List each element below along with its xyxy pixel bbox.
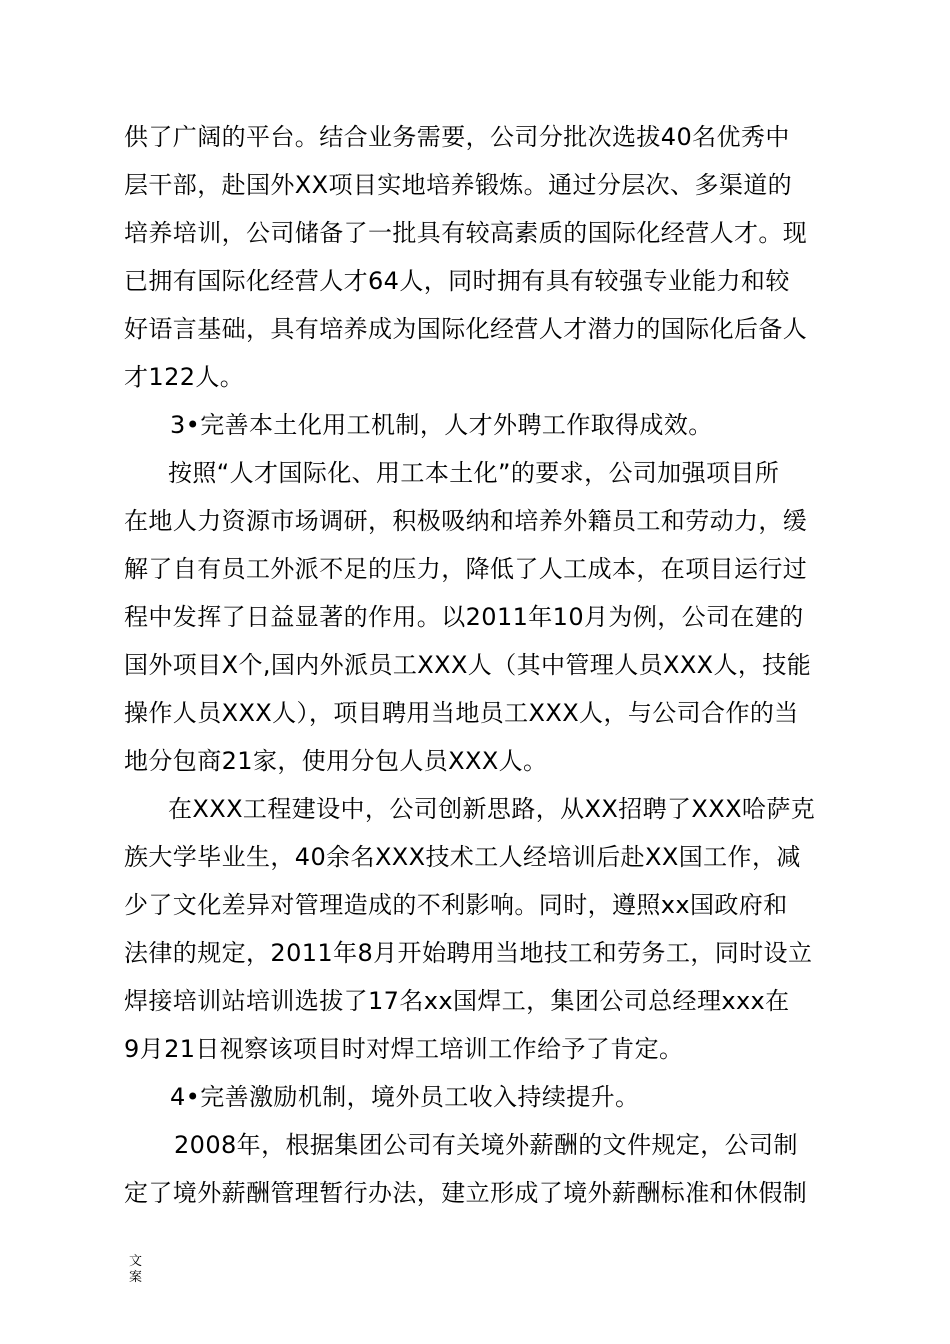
- text-line: 少了文化差异对管理造成的不利影响。同时，遵照xx国政府和: [124, 891, 788, 919]
- document-body: [124, 113, 840, 1217]
- text-line: 法律的规定，2011年8月开始聘用当地技工和劳务工，同时设立: [124, 939, 813, 967]
- text-line: 国外项目X个,国内外派员工XXX人（其中管理人员XXX人，技能: [124, 651, 812, 679]
- section-heading-4: 4•完善激励机制，境外员工收入持续提升。: [170, 1083, 640, 1111]
- text-line: 程中发挥了日益显著的作用。以2011年10月为例，公司在建的: [124, 603, 804, 631]
- footer-char: 文: [129, 1254, 143, 1269]
- text-line: 操作人员XXX人），项目聘用当地员工XXX人，与公司合作的当: [124, 699, 799, 727]
- text-line: 地分包商21家，使用分包人员XXX人。: [124, 747, 548, 775]
- text-line: 在XXX工程建设中，公司创新思路，从XX招聘了XXX哈萨克: [168, 795, 816, 823]
- text-line: 供了广阔的平台。结合业务需要，公司分批次选拔40名优秀中: [124, 123, 790, 151]
- paragraph-localization: [124, 449, 840, 785]
- text-line: 族大学毕业生，40余名XXX技术工人经培训后赴XX国工作，减: [124, 843, 801, 871]
- section-heading-3: 3•完善本土化用工机制，人才外聘工作取得成效。: [170, 411, 713, 439]
- text-line: 在地人力资源市场调研，积极吸纳和培养外籍员工和劳动力，缓: [124, 507, 808, 535]
- text-line: 好语言基础，具有培养成为国际化经营人才潜力的国际化后备人: [124, 315, 808, 343]
- paragraph-incentives: [124, 1121, 840, 1217]
- text-line: 解了自有员工外派不足的压力，降低了人工成本，在项目运行过: [124, 555, 808, 583]
- text-line: 培养培训，公司储备了一批具有较高素质的国际化经营人才。现: [124, 219, 808, 247]
- text-line: 才122人。: [124, 363, 245, 391]
- text-line: 按照“人才国际化、用工本土化”的要求，公司加强项目所: [168, 459, 780, 487]
- page-footer-mark: [129, 1254, 145, 1286]
- paragraph-talent-training: [124, 113, 840, 401]
- paragraph-project-recruitment: [124, 785, 840, 1073]
- text-line: 已拥有国际化经营人才64人，同时拥有具有较强专业能力和较: [124, 267, 790, 295]
- footer-char: 案: [129, 1270, 143, 1285]
- text-line: 2008年，根据集团公司有关境外薪酬的文件规定，公司制: [174, 1131, 798, 1159]
- text-line: 9月21日视察该项目时对焊工培训工作给予了肯定。: [124, 1035, 684, 1063]
- text-line: 定了境外薪酬管理暂行办法，建立形成了境外薪酬标准和休假制: [124, 1179, 808, 1207]
- text-line: 层干部，赴国外XX项目实地培养锻炼。通过分层次、多渠道的: [124, 171, 793, 199]
- text-line: 焊接培训站培训选拔了17名xx国焊工，集团公司总经理xxx在: [124, 987, 790, 1015]
